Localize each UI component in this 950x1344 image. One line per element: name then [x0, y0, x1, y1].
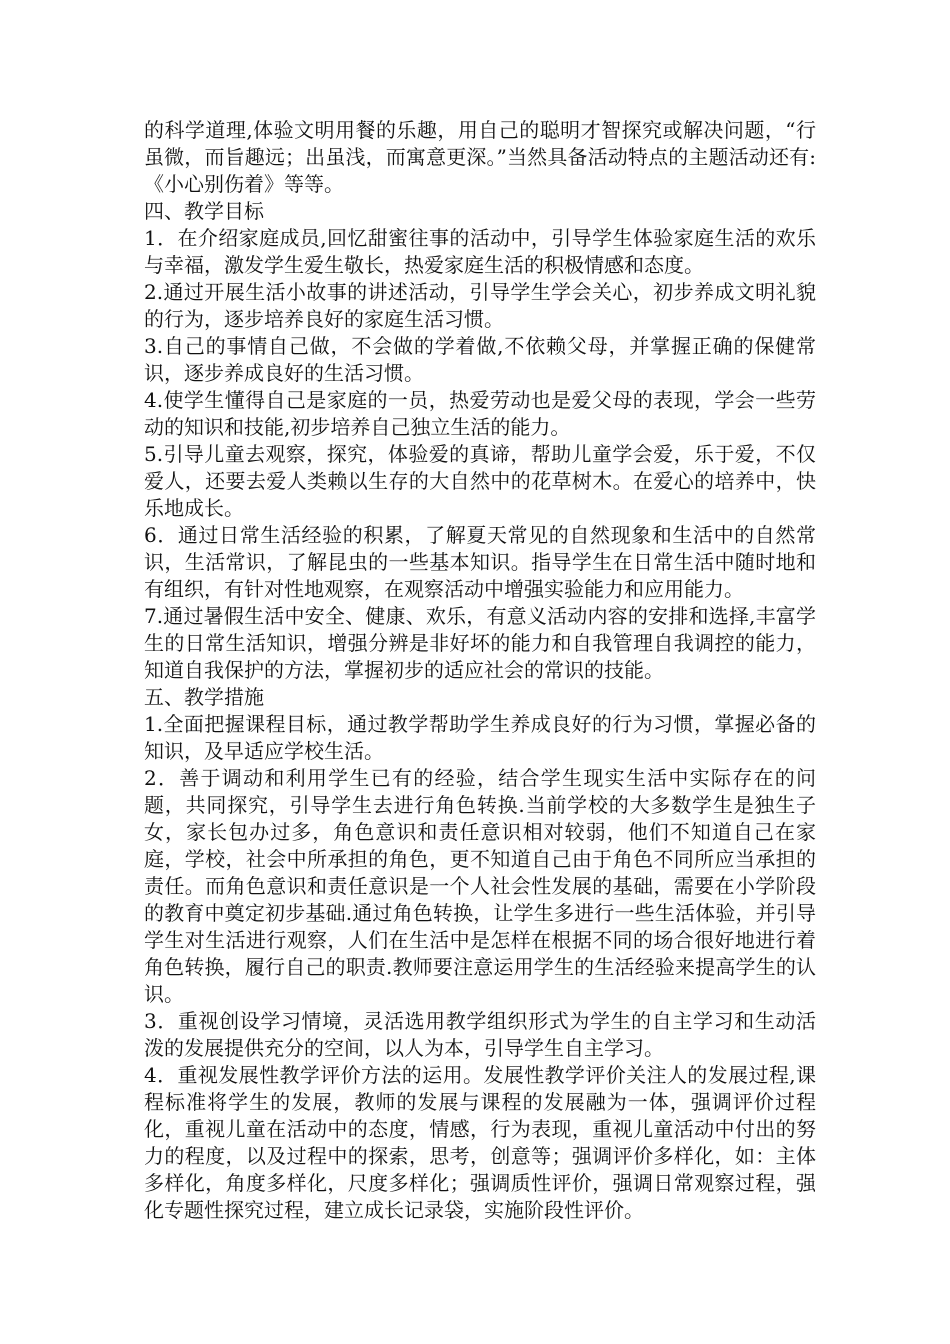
goal-item-2: 2.通过开展生活小故事的讲述活动，引导学生学会关心，初步养成文明礼貌的行为，逐步培养良好的家庭生活习惯。 — [144, 280, 816, 331]
intro-paragraph: 的科学道理,体验文明用餐的乐趣，用自己的聪明才智探究或解决问题，“行虽微，而旨趣远；出虽浅，而寓意更深。”当然具备活动特点的主题活动还有:《小心别伤着》等等。 — [144, 118, 816, 196]
measure-item-1: 1.全面把握课程目标，通过教学帮助学生养成良好的行为习惯，掌握必备的知识，及早适应学校生活。 — [144, 712, 816, 763]
measure-item-2: 2．善于调动和利用学生已有的经验，结合学生现实生活中实际存在的问题，共同探究，引导学生去进行角色转换.当前学校的大多数学生是独生子女，家长包办过多，角色意识和责任意识相对较弱，他们不知道自己在家庭，学校，社会中所承担的角色，更不知道自己由于角色不同所应当承担的责任。而角色意识和责任意识是一个人社会性发展的基础，需要在小学阶段的教育中奠定初步基础.通过角色转换，让学生多进行一些生活体验，并引导学生对生活进行观察，人们在生活中是怎样在根据不同的场合很好地进行着角色转换，履行自己的职责.教师要注意运用学生的生活经验来提高学生的认识。 — [144, 766, 816, 1006]
goal-item-7: 7.通过暑假生活中安全、健康、欢乐，有意义活动内容的安排和选择,丰富学生的日常生活知识，增强分辨是非好坏的能力和自我管理自我调控的能力，知道自我保护的方法，掌握初步的适应社会的常识的技能。 — [144, 604, 816, 682]
document-page — [144, 117, 816, 1224]
goal-item-3: 3.自己的事情自己做，不会做的学着做,不依赖父母，并掌握正确的保健常识，逐步养成良好的生活习惯。 — [144, 334, 816, 385]
goal-item-6: 6．通过日常生活经验的积累，了解夏天常见的自然现象和生活中的自然常识，生活常识，了解昆虫的一些基本知识。指导学生在日常生活中随时地和有组织，有针对性地观察，在观察活动中增强实验能力和应用能力。 — [144, 523, 816, 601]
measure-item-3: 3．重视创设学习情境，灵活选用教学组织形式为学生的自主学习和生动活泼的发展提供充分的空间，以人为本，引导学生自主学习。 — [144, 1009, 816, 1060]
goal-item-4: 4.使学生懂得自己是家庭的一员，热爱劳动也是爱父母的表现，学会一些劳动的知识和技能,初步培养自己独立生活的能力。 — [144, 388, 816, 439]
measure-item-4: 4．重视发展性教学评价方法的运用。发展性教学评价关注人的发展过程,课程标准将学生的发展，教师的发展与课程的发展融为一体，强调评价过程化，重视儿童在活动中的态度，情感，行为表现，重视儿童活动中付出的努力的程度，以及过程中的探索，思考，创意等；强调评价多样化，如：主体多样化，角度多样化，尺度多样化；强调质性评价，强调日常观察过程，强化专题性探究过程，建立成长记录袋，实施阶段性评价。 — [144, 1063, 816, 1222]
section-heading-teaching-measures: 五、教学措施 — [144, 685, 264, 709]
goal-item-1: 1．在介绍家庭成员,回忆甜蜜往事的活动中，引导学生体验家庭生活的欢乐与幸福，激发学生爱生敬长，热爱家庭生活的积极情感和态度。 — [144, 226, 816, 277]
goal-item-5: 5.引导儿童去观察，探究，体验爱的真谛，帮助儿童学会爱，乐于爱，不仅爱人，还要去爱人类赖以生存的大自然中的花草树木。在爱心的培养中，快乐地成长。 — [144, 442, 816, 520]
section-heading-teaching-goals: 四、教学目标 — [144, 199, 264, 223]
